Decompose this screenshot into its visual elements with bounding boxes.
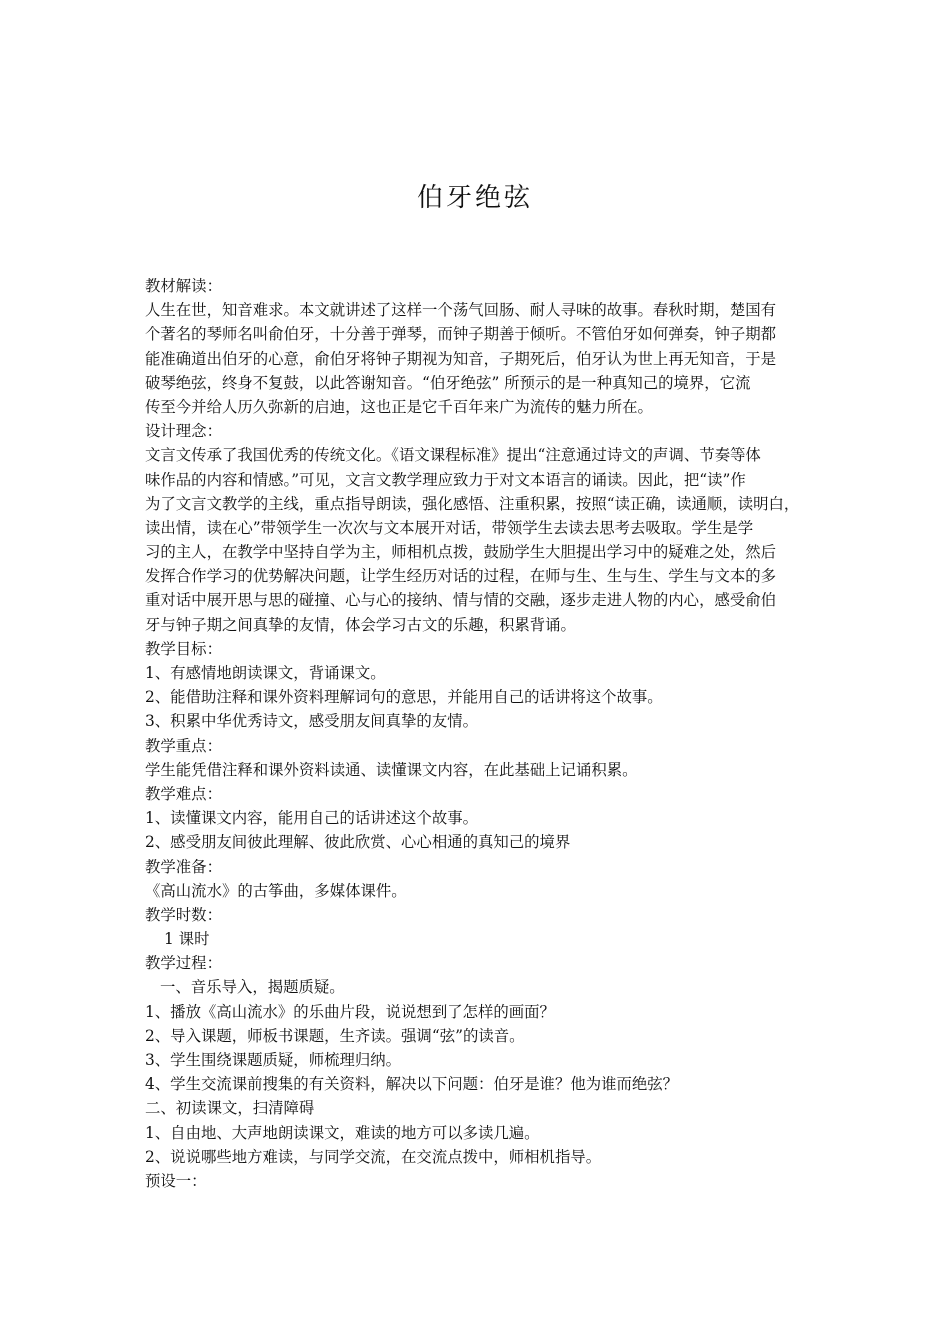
list-item: 2、感受朋友间彼此理解、彼此欣赏、心心相通的真知己的境界	[145, 833, 571, 852]
paragraph-line: 发挥合作学习的优势解决问题，让学生经历对话的过程，在师与生、生与生、学生与文本的多	[145, 567, 777, 586]
section-heading-difficulties: 教学难点：	[145, 784, 222, 803]
list-item: 3、积累中华优秀诗文，感受朋友间真挚的友情。	[145, 712, 478, 731]
paragraph-line: 味作品的内容和情感。”可见，文言文教学理应致力于对文本语言的诵读。因此，把“读”作	[145, 470, 746, 489]
paragraph-line: 1 课时	[164, 930, 210, 949]
paragraph-line: 文言文传承了我国优秀的传统文化。《语文课程标准》提出“注意通过诗文的声调、节奏等体	[145, 446, 761, 465]
paragraph-line: 习的主人，在教学中坚持自学为主，师相机点拨，鼓励学生大胆提出学习中的疑难之处，然后	[145, 543, 777, 562]
section-heading-material-reading: 教材解读：	[145, 277, 222, 295]
subsection-heading: 二、初读课文，扫清障碍	[145, 1099, 315, 1118]
paragraph-line: 传至今并给人历久弥新的启迪，这也正是它千百年来广为流传的魅力所在。	[145, 397, 653, 416]
paragraph-line: 破琴绝弦，终身不复鼓，以此答谢知音。“伯牙绝弦” 所预示的是一种真知己的境界，它流	[145, 373, 751, 392]
list-item: 2、导入课题，师板书课题，生齐读。强调“弦”的读音。	[145, 1026, 525, 1045]
paragraph-line: 为了文言文教学的主线，重点指导朗读，强化感悟、注重积累，按照“读正确，读通顺，读明白，	[145, 494, 800, 513]
list-item: 4、学生交流课前搜集的有关资料，解决以下问题：伯牙是谁？他为谁而绝弦？	[145, 1075, 679, 1094]
paragraph-line: 读出情，读在心”带领学生一次次与文本展开对话，带领学生去读去思考去吸取。学生是学	[145, 518, 754, 537]
paragraph-line: 能准确道出伯牙的心意，俞伯牙将钟子期视为知音，子期死后，伯牙认为世上再无知音，于是	[145, 349, 777, 368]
section-heading-preparation: 教学准备：	[145, 857, 222, 876]
list-item: 3、学生围绕课题质疑，师梳理归纳。	[145, 1051, 402, 1069]
list-item: 1、读懂课文内容，能用自己的话讲述这个故事。	[145, 809, 478, 828]
list-item: 1、有感情地朗读课文，背诵课文。	[145, 664, 386, 682]
list-item: 2、能借助注释和课外资料理解词句的意思，并能用自己的话讲将这个故事。	[145, 688, 663, 707]
section-heading-class-hours: 教学时数：	[145, 905, 222, 924]
paragraph-line: 个著名的琴师名叫俞伯牙，十分善于弹琴，而钟子期善于倾听。不管伯牙如何弹奏，钟子期都	[145, 325, 777, 344]
paragraph-line: 《高山流水》的古筝曲，多媒体课件。	[145, 881, 407, 900]
paragraph-line: 预设一：	[145, 1171, 207, 1190]
section-heading-design-concept: 设计理念：	[145, 422, 222, 441]
document-title: 伯牙绝弦	[416, 183, 533, 213]
list-item: 1、自由地、大声地朗读课文，难读的地方可以多读几遍。	[145, 1123, 540, 1142]
document-body	[145, 274, 809, 1193]
list-item: 1、播放《高山流水》的乐曲片段，说说想到了怎样的画面？	[145, 1002, 555, 1021]
section-heading-key-points: 教学重点：	[145, 736, 222, 755]
paragraph-line: 人生在世，知音难求。本文就讲述了这样一个荡气回肠、耐人寻味的故事。春秋时期，楚国有	[145, 301, 777, 320]
list-item: 2、说说哪些地方难读，与同学交流，在交流点拨中，师相机指导。	[145, 1147, 602, 1166]
paragraph-line: 重对话中展开思与思的碰撞、心与心的接纳、情与情的交融，逐步走进人物的内心，感受俞伯	[145, 591, 777, 610]
paragraph-line: 牙与钟子期之间真挚的友情，体会学习古文的乐趣，积累背诵。	[145, 615, 576, 634]
subsection-heading: 一、音乐导入，揭题质疑。	[160, 978, 345, 997]
paragraph-line: 学生能凭借注释和课外资料读通、读懂课文内容，在此基础上记诵积累。	[145, 760, 638, 779]
section-heading-teaching-process: 教学过程：	[145, 954, 222, 973]
section-heading-teaching-goals: 教学目标：	[145, 639, 222, 658]
